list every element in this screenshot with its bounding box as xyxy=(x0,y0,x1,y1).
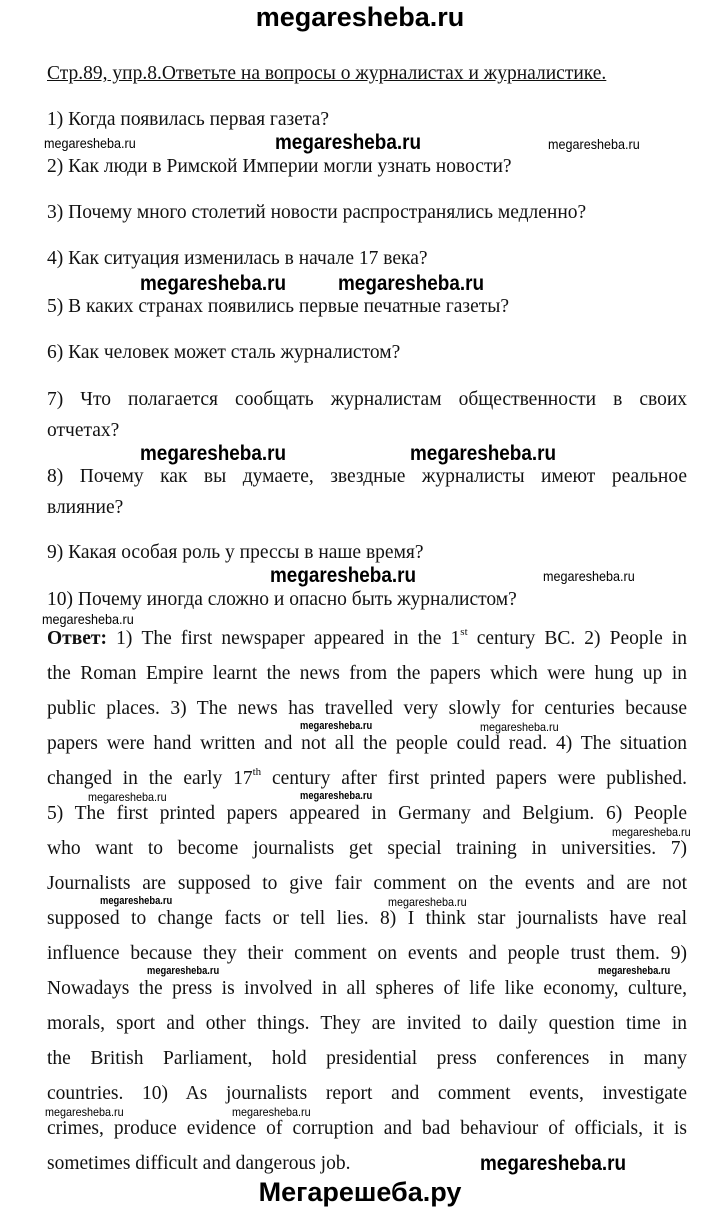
question-2: 2) Как люди в Римской Империи могли узнать новости? xyxy=(47,155,512,177)
watermark: megaresheba.ru xyxy=(338,272,485,295)
watermark: megaresheba.ru xyxy=(42,611,134,627)
answer-line: the Roman Empire learnt the news from the papers which were hung up in xyxy=(47,663,687,684)
question-10: 10) Почему иногда сложно и опасно быть журналистом? xyxy=(47,588,517,610)
answer-text: century after first printed papers were published. xyxy=(261,768,687,789)
answer-text: century BC. 2) People in xyxy=(467,628,687,649)
question-1: 1) Когда появилась первая газета? xyxy=(47,108,329,130)
question-3: 3) Почему много столетий новости распространялись медленно? xyxy=(47,201,587,223)
question-7-cont: отчетах? xyxy=(47,419,120,441)
answer-text: changed in the early 17 xyxy=(47,768,253,789)
answer-line: countries. 10) As journalists report and comment events, investigate xyxy=(47,1083,687,1104)
watermark: megaresheba.ru xyxy=(140,442,287,465)
answer-line: 5) The first printed papers appeared in Germany and Belgium. 6) People xyxy=(47,803,687,824)
watermark: megaresheba.ru xyxy=(300,790,373,802)
exercise-title: Стр.89, упр.8.Ответьте на вопросы о журналистах и журналистике. xyxy=(47,63,607,84)
watermark: megaresheba.ru xyxy=(45,1104,124,1119)
watermark: megaresheba.ru xyxy=(410,442,557,465)
answer-line: morals, sport and other things. They are invited to daily question time in xyxy=(47,1013,687,1034)
answer-line: Nowadays the press is involved in all spheres of life like economy, culture, xyxy=(47,978,687,999)
answer-line: papers were hand written and not all the people could read. 4) The situation xyxy=(47,733,687,754)
question-8: 8) Почему как вы думаете, звездные журналисты имеют реальное xyxy=(47,465,687,487)
question-5: 5) В каких странах появились первые печатные газеты? xyxy=(47,295,510,317)
answer-line: public places. 3) The news has travelled very slowly for centuries because xyxy=(47,698,687,719)
question-8-cont: влияние? xyxy=(47,496,124,518)
watermark: megaresheba.ru xyxy=(147,965,220,977)
watermark: megaresheba.ru xyxy=(388,894,467,909)
superscript: st xyxy=(460,626,468,638)
answer-line: supposed to change facts or tell lies. 8) I think star journalists have real xyxy=(47,908,687,929)
answer-line xyxy=(47,768,687,790)
superscript: th xyxy=(252,766,262,778)
question-6: 6) Как человек может сталь журналистом? xyxy=(47,341,401,363)
watermark: megaresheba.ru xyxy=(543,568,635,584)
watermark: megaresheba.ru xyxy=(232,1104,311,1119)
question-7: 7) Что полагается сообщать журналистам общественности в своих xyxy=(47,388,687,410)
watermark: megaresheba.ru xyxy=(44,135,136,151)
watermark: megaresheba.ru xyxy=(612,824,691,839)
site-header: megaresheba.ru xyxy=(255,2,465,32)
answer-line: crimes, produce evidence of corruption and bad behaviour of officials, it is xyxy=(47,1118,687,1139)
answer-line: the British Parliament, hold presidential press conferences in many xyxy=(47,1048,687,1069)
answer-line: who want to become journalists get special training in universities. 7) xyxy=(47,838,687,859)
watermark: megaresheba.ru xyxy=(548,136,640,152)
answer-label: Ответ: xyxy=(47,628,108,649)
watermark: megaresheba.ru xyxy=(88,789,167,804)
watermark: megaresheba.ru xyxy=(270,564,417,587)
answer-line: sometimes difficult and dangerous job. xyxy=(47,1153,351,1174)
watermark: megaresheba.ru xyxy=(480,719,559,734)
site-footer: Мегарешеба.ру xyxy=(258,1177,462,1207)
answer-line: Journalists are supposed to give fair comment on the events and are not xyxy=(47,873,687,894)
watermark: megaresheba.ru xyxy=(480,1152,627,1175)
watermark: megaresheba.ru xyxy=(598,965,671,977)
question-9: 9) Какая особая роль у прессы в наше время? xyxy=(47,541,424,563)
watermark: megaresheba.ru xyxy=(140,272,287,295)
answer-line: influence because they their comment on events and people trust them. 9) xyxy=(47,943,687,964)
watermark: megaresheba.ru xyxy=(100,895,173,907)
question-4: 4) Как ситуация изменилась в начале 17 века? xyxy=(47,247,428,269)
watermark: megaresheba.ru xyxy=(275,131,422,154)
answer-text: 1) The first newspaper appeared in the 1 xyxy=(107,628,461,649)
watermark: megaresheba.ru xyxy=(300,720,373,732)
answer-line xyxy=(47,628,687,650)
